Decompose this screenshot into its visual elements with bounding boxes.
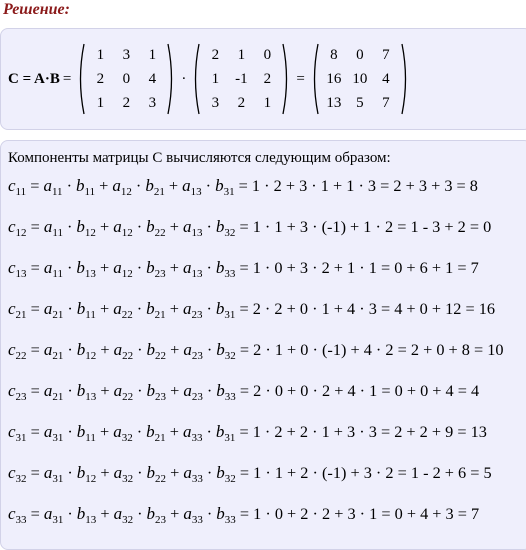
component-calculation: = 2 · 1 + 0 · (-1) + 4 · 2 = 2 + 0 + 8 = 10	[235, 340, 504, 359]
matrix-cell: 1	[148, 46, 157, 63]
matrix-cell: 2	[122, 94, 131, 111]
component-formula: $c_{11} = a_{11} \cdot b_{11} + a_{12} \cdot b_{21} + a_{13} \cdot b_{31} = 1 \cdot 2 + 3 \cdot 1 + 1 \cdot 3 = 2 + 3 + 3 = 8$	[8, 176, 478, 198]
matrix-cell: 13	[326, 94, 342, 111]
solution-heading: Решение:	[3, 1, 70, 18]
matrix-b	[191, 43, 291, 115]
components-intro: Компоненты матрицы C вычисляются следующим образом:	[8, 150, 391, 166]
component-formula: $c_{12} = a_{11} \cdot b_{12} + a_{12} \cdot b_{22} + a_{13} \cdot b_{32} = 1 \cdot 1 + 3 \cdot (-1) + 1 \cdot 2 = 1 - 3 + 2 = 0$	[8, 217, 492, 239]
right-paren-icon	[281, 43, 291, 115]
product-label: C = A·B	[8, 70, 60, 87]
matrix-cell: 5	[356, 94, 364, 111]
matrix-a-grid	[87, 43, 165, 115]
right-paren-icon	[166, 43, 176, 115]
component-calculation: = 1 · 1 + 3 · (-1) + 1 · 2 = 1 - 3 + 2 = 0	[235, 217, 492, 236]
component-calculation: = 1 · 0 + 2 · 2 + 3 · 1 = 0 + 4 + 3 = 7	[235, 504, 480, 523]
component-calculation: = 1 · 0 + 3 · 2 + 1 · 1 = 0 + 6 + 1 = 7	[235, 258, 479, 277]
left-paren-icon	[76, 43, 86, 115]
matrix-cell: 3	[122, 46, 131, 63]
matrix-c-grid	[321, 43, 399, 115]
matrix-cell: 10	[352, 70, 368, 87]
product-equation	[8, 43, 412, 115]
matrix-a	[76, 43, 176, 115]
left-paren-icon	[191, 43, 201, 115]
component-calculation: = 2 · 0 + 0 · 2 + 4 · 1 = 0 + 0 + 4 = 4	[235, 381, 480, 400]
matrix-cell: 1	[263, 94, 272, 111]
matrix-c	[310, 43, 410, 115]
matrix-cell: 2	[237, 94, 246, 111]
equals-sign: =	[296, 70, 305, 87]
matrix-cell: 0	[122, 70, 131, 87]
matrix-cell: 16	[326, 70, 342, 87]
matrix-cell: 2	[96, 70, 105, 87]
matrix-cell: 2	[211, 46, 220, 63]
component-calculation: = 1 · 1 + 2 · (-1) + 3 · 2 = 1 - 2 + 6 = 5	[235, 463, 492, 482]
matrix-cell: 4	[148, 70, 157, 87]
component-formula: $c_{22} = a_{21} \cdot b_{12} + a_{22} \cdot b_{22} + a_{23} \cdot b_{32} = 2 \cdot 1 + 0 \cdot (-1) + 4 \cdot 2 = 2 + 0 + 8 = 10$	[8, 340, 504, 362]
equals-sign: =	[62, 70, 72, 87]
component-formula: $c_{13} = a_{11} \cdot b_{13} + a_{12} \cdot b_{23} + a_{13} \cdot b_{33} = 1 \cdot 0 + 3 \cdot 2 + 1 \cdot 1 = 0 + 6 + 1 = 7$	[8, 258, 479, 280]
matrix-cell: -1	[235, 70, 248, 87]
matrix-cell: 3	[211, 94, 220, 111]
times-sign: ·	[181, 70, 187, 87]
matrix-cell: 8	[330, 46, 338, 63]
component-calculation: = 2 · 2 + 0 · 1 + 4 · 3 = 4 + 0 + 12 = 16	[235, 299, 496, 318]
matrix-cell: 7	[382, 94, 390, 111]
matrix-cell: 4	[382, 70, 390, 87]
matrix-cell: 0	[356, 46, 364, 63]
right-paren-icon	[400, 43, 410, 115]
matrix-cell: 3	[148, 94, 157, 111]
matrix-cell: 1	[96, 94, 105, 111]
component-formula: $c_{33} = a_{31} \cdot b_{13} + a_{32} \cdot b_{23} + a_{33} \cdot b_{33} = 1 \cdot 0 + 2 \cdot 2 + 3 \cdot 1 = 0 + 4 + 3 = 7$	[8, 504, 480, 526]
component-formula: $c_{23} = a_{21} \cdot b_{13} + a_{22} \cdot b_{23} + a_{23} \cdot b_{33} = 2 \cdot 0 + 0 \cdot 2 + 4 \cdot 1 = 0 + 0 + 4 = 4$	[8, 381, 480, 403]
matrix-cell: 1	[211, 70, 220, 87]
matrix-cell: 2	[263, 70, 272, 87]
left-paren-icon	[310, 43, 320, 115]
matrix-b-grid	[202, 43, 280, 115]
component-calculation: = 1 · 2 + 3 · 1 + 1 · 3 = 2 + 3 + 3 = 8	[234, 176, 478, 195]
matrix-cell: 1	[96, 46, 105, 63]
component-formula: $c_{32} = a_{31} \cdot b_{12} + a_{32} \cdot b_{22} + a_{33} \cdot b_{32} = 1 \cdot 1 + 2 \cdot (-1) + 3 \cdot 2 = 1 - 2 + 6 = 5$	[8, 463, 492, 485]
matrix-cell: 1	[237, 46, 246, 63]
component-formula: $c_{21} = a_{21} \cdot b_{11} + a_{22} \cdot b_{21} + a_{23} \cdot b_{31} = 2 \cdot 2 + 0 \cdot 1 + 4 \cdot 3 = 4 + 0 + 12 = 16$	[8, 299, 496, 321]
component-formula: $c_{31} = a_{31} \cdot b_{11} + a_{32} \cdot b_{21} + a_{33} \cdot b_{31} = 1 \cdot 2 + 2 \cdot 1 + 3 \cdot 3 = 2 + 2 + 9 = 13$	[8, 422, 487, 444]
matrix-cell: 7	[382, 46, 390, 63]
matrix-cell: 0	[263, 46, 272, 63]
component-calculation: = 1 · 2 + 2 · 1 + 3 · 3 = 2 + 2 + 9 = 13	[235, 422, 487, 441]
